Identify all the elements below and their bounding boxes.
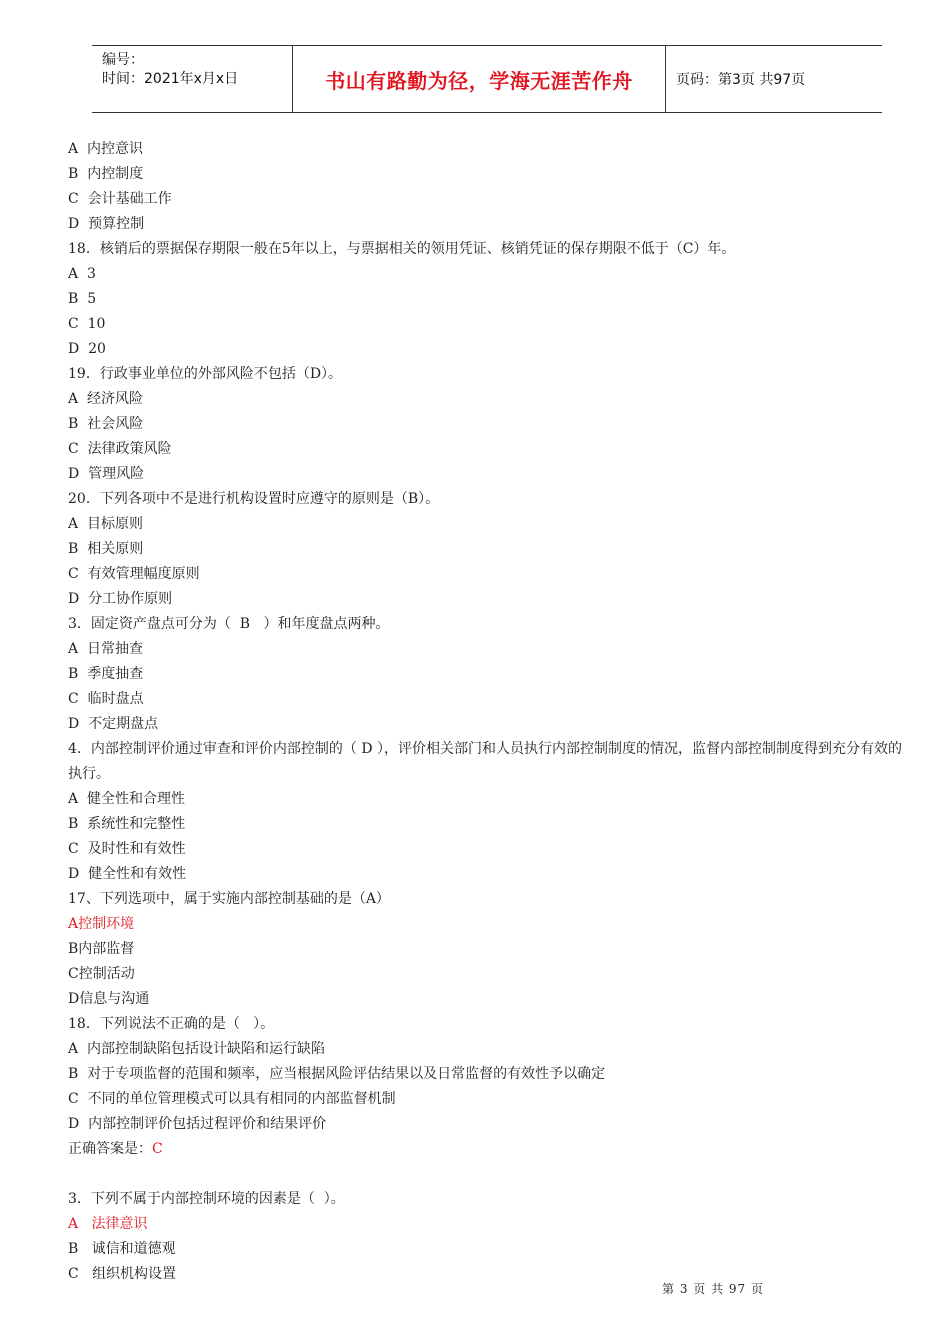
option-line: A 健全性和合理性: [68, 791, 186, 807]
option-line: B 内控制度: [68, 166, 144, 182]
header-motto: 书山有路勤为径，学海无涯苦作舟: [293, 46, 666, 112]
option-line: D 不定期盘点: [68, 716, 159, 732]
option-line: C 组织机构设置: [68, 1266, 177, 1282]
option-line: C 不同的单位管理模式可以具有相同的内部监督机制: [68, 1091, 396, 1107]
option-line: B 对于专项监督的范围和频率，应当根据风险评估结果以及日常监督的有效性予以确定: [68, 1066, 606, 1082]
option-line: D 健全性和有效性: [68, 866, 187, 882]
option-line: C 临时盘点: [68, 691, 144, 707]
header-page-info: 页码：第3页 共97页: [676, 72, 806, 88]
question-line: 17、下列选项中，属于实施内部控制基础的是（A）: [68, 891, 390, 907]
question-line: 4．内部控制评价通过审查和评价内部控制的（ D ），评价相关部门和人员执行内部控制制度的情况，监督内部控制制度得到充分有效的执行。: [68, 741, 903, 782]
document-header: [92, 45, 882, 113]
option-line: C 10: [68, 316, 106, 332]
option-line: B内部监督: [68, 941, 135, 957]
question-line: 18．核销后的票据保存期限一般在5年以上，与票据相关的领用凭证、核销凭证的保存期限不低于（C）年。: [68, 241, 736, 257]
option-line: C 会计基础工作: [68, 191, 172, 207]
option-line: B 5: [68, 291, 97, 307]
option-line: D 20: [68, 341, 106, 357]
option-line: B 系统性和完整性: [68, 816, 186, 832]
option-line: B 社会风险: [68, 416, 144, 432]
option-line: A 目标原则: [68, 516, 144, 532]
option-line: C控制活动: [68, 966, 135, 982]
option-line: B 相关原则: [68, 541, 144, 557]
question-line: 18．下列说法不正确的是（ ）。: [68, 1016, 275, 1032]
page-footer: 第 3 页 共 97 页: [662, 1282, 764, 1296]
option-line: C 有效管理幅度原则: [68, 566, 200, 582]
answer-label: 正确答案是：: [68, 1141, 152, 1157]
time-label: 时间：2021年x月x日: [102, 71, 239, 87]
option-line-correct: A 法律意识: [68, 1216, 148, 1232]
document-body: [68, 137, 908, 1287]
question-line: 3．固定资产盘点可分为（ B ）和年度盘点两种。: [68, 616, 390, 632]
option-line: A 经济风险: [68, 391, 144, 407]
option-line: D 管理风险: [68, 466, 145, 482]
option-line: A 日常抽查: [68, 641, 144, 657]
answer-line: [68, 1137, 908, 1162]
option-line: A 内控意识: [68, 141, 144, 157]
question-line: 20．下列各项中不是进行机构设置时应遵守的原则是（B）。: [68, 491, 440, 507]
option-line: B 诚信和道德观: [68, 1241, 176, 1257]
option-line-correct: A控制环境: [68, 916, 135, 932]
option-line: D 分工协作原则: [68, 591, 173, 607]
question-line: 3．下列不属于内部控制环境的因素是（ ）。: [68, 1191, 345, 1207]
option-line: B 季度抽查: [68, 666, 144, 682]
option-line: A 3: [68, 266, 96, 282]
answer-value: C: [152, 1141, 163, 1157]
option-line: D 预算控制: [68, 216, 145, 232]
blank-line: [68, 1162, 908, 1187]
option-line: A 内部控制缺陷包括设计缺陷和运行缺陷: [68, 1041, 326, 1057]
code-label: 编号：: [102, 52, 144, 68]
header-left-cell: [92, 46, 293, 112]
option-line: C 及时性和有效性: [68, 841, 186, 857]
option-line: D 内部控制评价包括过程评价和结果评价: [68, 1116, 327, 1132]
option-line: C 法律政策风险: [68, 441, 172, 457]
option-line: D信息与沟通: [68, 991, 150, 1007]
question-line: 19．行政事业单位的外部风险不包括（D）。: [68, 366, 343, 382]
